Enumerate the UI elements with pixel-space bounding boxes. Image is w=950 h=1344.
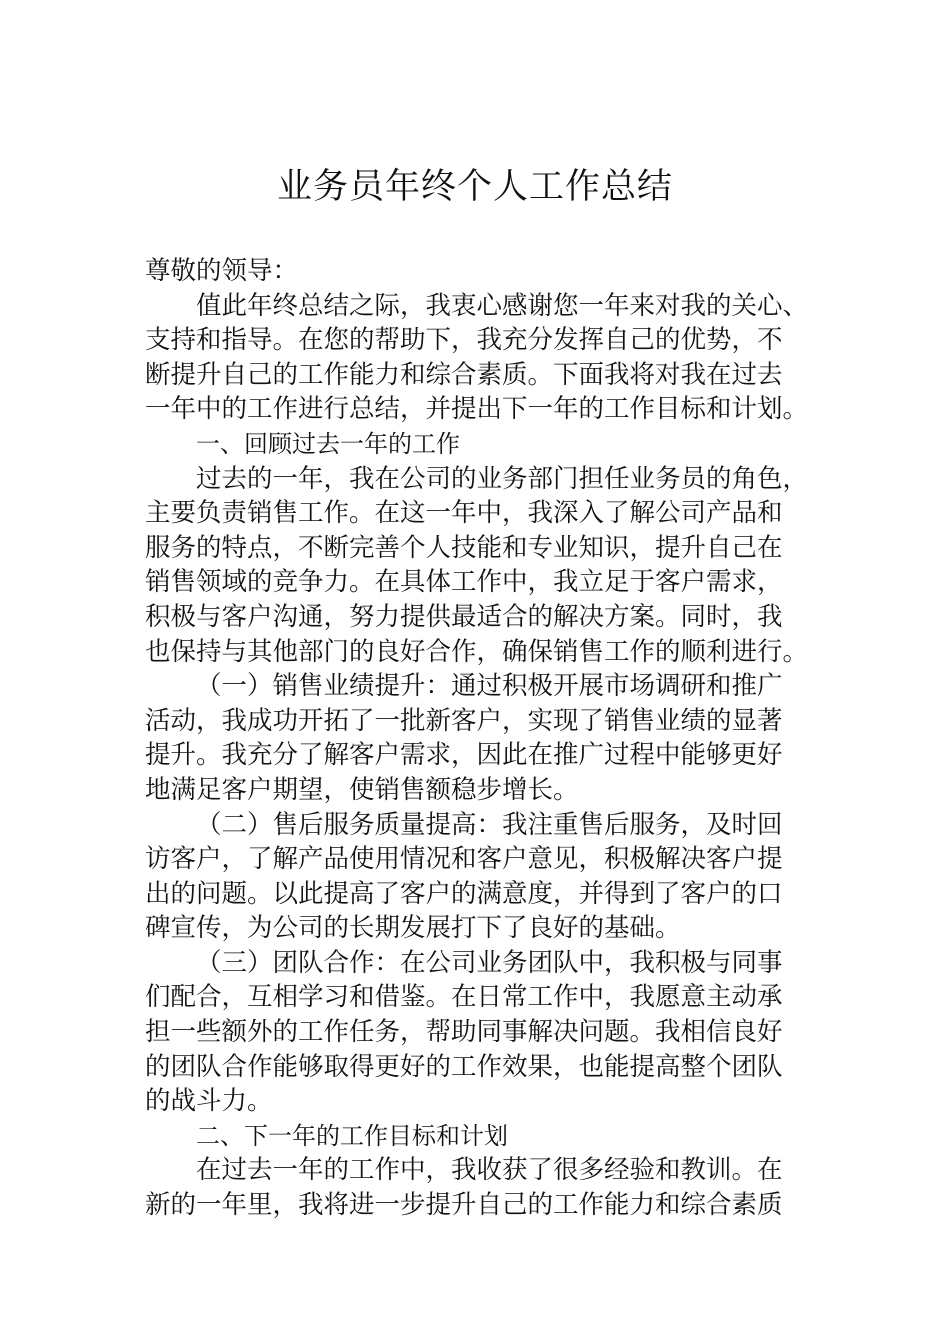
body-line: 的团队合作能够取得更好的工作效果，也能提高整个团队	[145, 1051, 783, 1082]
body-line: 担一些额外的工作任务，帮助同事解决问题。我相信良好	[145, 1017, 783, 1048]
body-line: 尊敬的领导：	[145, 256, 299, 286]
body-line: 主要负责销售工作。在这一年中，我深入了解公司产品和	[145, 498, 783, 529]
section-heading: 二、下一年的工作目标和计划	[196, 1121, 508, 1150]
body-line: 们配合，互相学习和借鉴。在日常工作中，我愿意主动承	[145, 982, 783, 1013]
body-line: 访客户，了解产品使用情况和客户意见，积极解决客户提	[145, 844, 783, 875]
body-line: 在过去一年的工作中，我收获了很多经验和教训。在	[196, 1155, 783, 1186]
body-line: 新的一年里，我将进一步提升自己的工作能力和综合素质	[145, 1190, 783, 1221]
body-line: 值此年终总结之际，我衷心感谢您一年来对我的关心、	[196, 290, 809, 321]
body-line: （三）团队合作：在公司业务团队中，我积极与同事	[196, 947, 783, 978]
body-line: 地满足客户期望，使销售额稳步增长。	[145, 774, 579, 805]
body-line: 积极与客户沟通，努力提供最适合的解决方案。同时，我	[145, 601, 783, 632]
body-line: 断提升自己的工作能力和综合素质。下面我将对我在过去	[145, 359, 783, 390]
body-line: 支持和指导。在您的帮助下，我充分发挥自己的优势，不	[145, 325, 783, 356]
body-line: （二）售后服务质量提高：我注重售后服务，及时回	[196, 809, 783, 840]
section-heading: 一、回顾过去一年的工作	[196, 429, 460, 458]
body-line: 活动，我成功开拓了一批新客户，实现了销售业绩的显著	[145, 705, 783, 736]
body-line: 一年中的工作进行总结，并提出下一年的工作目标和计划。	[145, 394, 809, 425]
body-line: 提升。我充分了解客户需求，因此在推广过程中能够更好	[145, 740, 783, 771]
body-line: 也保持与其他部门的良好合作，确保销售工作的顺利进行。	[145, 636, 809, 667]
body-line: 销售领域的竞争力。在具体工作中，我立足于客户需求，	[145, 567, 783, 598]
body-line: （一）销售业绩提升：通过积极开展市场调研和推广	[196, 671, 783, 702]
document-body	[145, 254, 810, 1223]
body-line: 碑宣传，为公司的长期发展打下了良好的基础。	[145, 913, 681, 944]
body-line: 过去的一年，我在公司的业务部门担任业务员的角色，	[196, 463, 809, 494]
body-line: 服务的特点，不断完善个人技能和专业知识，提升自己在	[145, 532, 783, 563]
body-line: 的战斗力。	[145, 1086, 273, 1117]
document-title: 业务员年终个人工作总结	[276, 167, 673, 207]
body-line: 出的问题。以此提高了客户的满意度，并得到了客户的口	[145, 878, 783, 909]
